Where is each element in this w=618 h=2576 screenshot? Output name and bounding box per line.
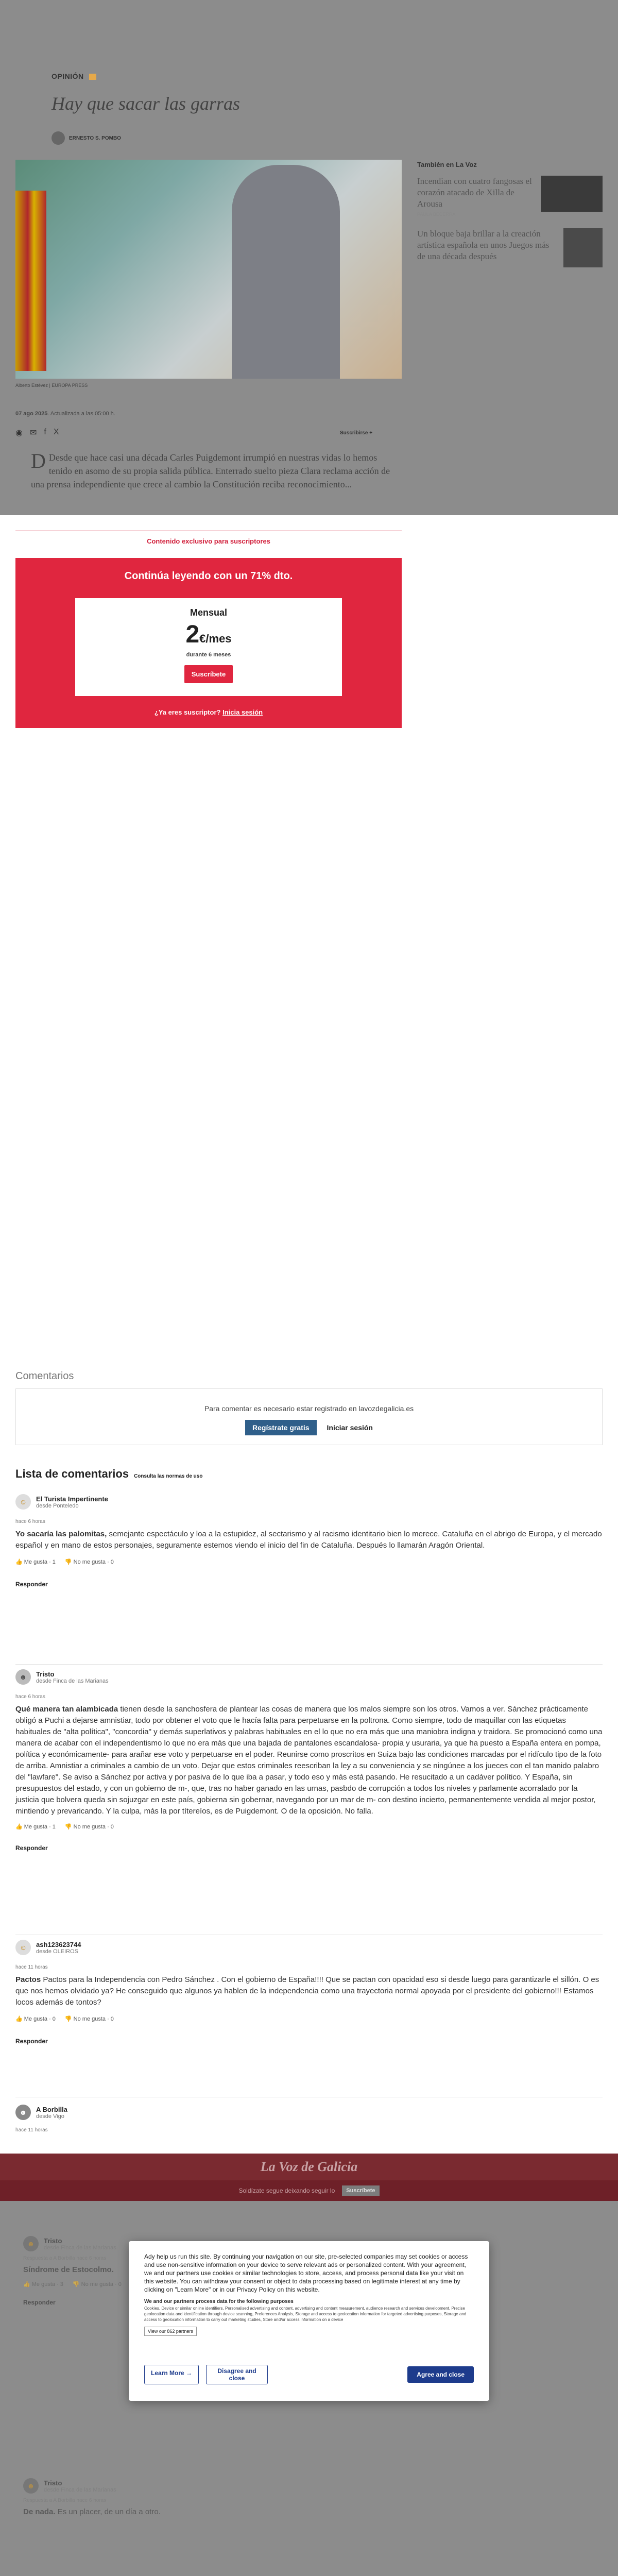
dislike-button[interactable]: 👎 No me gusta · 0	[72, 2281, 122, 2287]
login-prompt: ¿Ya eres suscriptor? Inicia sesión	[154, 708, 263, 716]
comment-time: hace 11 horas	[15, 1964, 48, 1970]
reply-button[interactable]: Responder	[23, 2299, 56, 2306]
comment-item	[23, 2236, 122, 2306]
like-button[interactable]: 👍 Me gusta · 1	[15, 1559, 56, 1565]
reply-button[interactable]: Responder	[15, 1581, 48, 1588]
comments-login-text: Para comentar es necesario estar registrado en lavozdegalicia.es	[204, 1404, 414, 1413]
comments-list-header	[15, 1467, 202, 1481]
comments-title: Comentarios	[15, 1370, 74, 1382]
mail-icon[interactable]: ✉	[29, 429, 37, 437]
user-avatar-icon: ☺	[15, 1494, 31, 1510]
paywall-header: Contenido exclusivo para suscriptores	[15, 531, 402, 545]
x-icon[interactable]: X	[53, 428, 59, 436]
comment-time: hace 11 horas	[15, 2127, 48, 2133]
comment-location: desde Finca de las Marianas	[36, 1677, 109, 1684]
person-silhouette	[232, 165, 340, 379]
article-lead: D Desde que hace casi una década Carles Puigdemont irrumpió en nuestras vidas lo hemos tenido en asomo de su propia salida pública. Enterrado suelto pieza Clara reclama acción de una prensa independiente que crece al cambio la Constitución reciba reconocimiento...	[31, 451, 390, 489]
article-date-suffix: . Actualizada a las 05:00 h.	[47, 411, 115, 417]
hero-photo	[15, 160, 402, 379]
login-button[interactable]: Iniciar sesión	[327, 1423, 373, 1432]
reply-button[interactable]: Responder	[15, 1844, 48, 1852]
user-avatar-icon: ☻	[23, 2236, 39, 2251]
sidebar-item-text[interactable]: Incendian con cuatro fangosas el corazón atacado de Xilla de Arousa	[417, 176, 532, 209]
comment-author[interactable]: ash123623744	[36, 1940, 81, 1948]
user-avatar-icon: ☻	[15, 1669, 31, 1685]
comment-location: desde OLEIROS	[36, 1948, 78, 1955]
agree-button[interactable]: Agree and close	[407, 2366, 474, 2383]
sidebar-thumbnail[interactable]	[541, 176, 603, 212]
comment-votes	[15, 1823, 603, 1830]
comment-time: hace 6 horas	[15, 1519, 45, 1524]
view-partners-button[interactable]: View our 862 partners	[144, 2327, 197, 2336]
sidebar-item-meta: PAULA BECERRA	[417, 212, 456, 217]
comment-votes	[15, 1558, 603, 1565]
paywall-title: Continúa leyendo con un 71% dto.	[124, 570, 293, 582]
comment-item	[23, 2478, 161, 2518]
subscribe-link[interactable]: Suscribirse +	[340, 430, 373, 436]
plan-card	[75, 598, 342, 696]
author-block	[52, 131, 121, 145]
article-date-line	[15, 411, 115, 417]
comment-author[interactable]: A Borbilla	[36, 2105, 67, 2113]
article-date: 07 ago 2025	[15, 411, 48, 417]
reply-button[interactable]: Responder	[15, 2038, 48, 2045]
learn-more-button[interactable]: Learn More →	[144, 2365, 199, 2384]
sidebar	[417, 161, 603, 267]
comment-author[interactable]: El Turista Impertinente	[36, 1495, 108, 1503]
comment-meta: Respuesta a A Borbilla hace 6 horas	[23, 2256, 107, 2261]
paywall-box	[15, 558, 402, 728]
comment-author[interactable]: Tristo	[44, 2479, 62, 2487]
section-tag-icon	[89, 74, 96, 80]
flag-decoration	[15, 191, 46, 371]
sidebar-title: También en La Voz	[417, 161, 477, 168]
share-bar	[15, 428, 59, 438]
consent-purposes-text: Cookies, Device or similar online identifiers, Personalised advertising and content, advertising and content measurement, audience research and services development, Precise geolocation data and identification through device scanning, Preferences Analysis, Storage and access to geolocation information for targeted advertising purposes, Storage and access to geolocation information to carry out marketing studies, Store and/or access information on a device	[144, 2306, 467, 2322]
article-headline: Hay que sacar las garras	[52, 93, 240, 114]
comment-votes	[23, 2281, 122, 2287]
comment-body: Yo sacaría las palomitas, semejante espectáculo y loa a la estupidez, al sectarismo y al racismo identitario bien lo merece. Cataluña en el abrigo de Europa, y el mercado español y en mano de estos personajes, seguramente estemos viendo el inicio del fin de Cataluña. Después lo llamarán Aragón Oriental.	[15, 1530, 602, 1550]
disagree-button[interactable]: Disagree and close	[206, 2365, 268, 2384]
comment-location: desde Ponteledo	[36, 1502, 79, 1509]
consent-purposes-title: We and our partners process data for the following purposes	[144, 2299, 294, 2304]
dislike-button[interactable]: 👎 No me gusta · 0	[64, 1824, 114, 1830]
comment-body: De nada. Es un placer, de un día a otro.	[23, 2507, 161, 2516]
site-header	[0, 2154, 618, 2180]
like-button[interactable]: 👍 Me gusta · 1	[15, 1824, 56, 1830]
comment-votes	[15, 2015, 603, 2022]
section-label[interactable]: OPINIÓN	[52, 72, 84, 80]
register-button[interactable]: Regístrate gratis	[245, 1420, 316, 1435]
comment-body: Pactos Pactos para la Independencia con Pedro Sánchez . Con el gobierno de España!!!! Que se pactan con opacidad eso si desde luego para garantizarle el sillón. O es que nos hemos olvidado ya? He conseguido que algunos ya hablen de la independencia como una trayectoria normal apoyada por el presidente del gobierno!!! Estamos locos además de tontos?	[15, 1975, 599, 2007]
author-name[interactable]: ERNESTO S. POMBO	[69, 135, 121, 141]
author-avatar	[52, 131, 65, 145]
banner-subscribe-button[interactable]: Suscríbete	[342, 2185, 379, 2196]
user-avatar-icon: ☻	[15, 2105, 31, 2120]
comment-author[interactable]: Tristo	[44, 2236, 62, 2245]
sidebar-thumbnail[interactable]	[563, 228, 603, 267]
dislike-button[interactable]: 👎 No me gusta · 0	[64, 2016, 114, 2022]
plan-duration: durante 6 meses	[186, 652, 231, 658]
like-button[interactable]: 👍 Me gusta · 3	[23, 2281, 63, 2287]
divider	[15, 1664, 603, 1665]
consent-actions	[144, 2365, 474, 2384]
comment-location: desde Finca de las Marianas	[44, 2244, 116, 2251]
user-avatar-icon: ☺	[15, 1940, 31, 1955]
comment-item	[15, 2105, 603, 2133]
dropcap: D	[31, 451, 46, 472]
site-logo[interactable]: La Voz de Galicia	[260, 2159, 358, 2174]
plan-name: Mensual	[190, 607, 228, 618]
sidebar-item[interactable]	[417, 228, 603, 267]
user-avatar-icon: ☻	[23, 2478, 39, 2494]
comment-author[interactable]: Tristo	[36, 1670, 55, 1678]
comment-location: desde Finca de las Marianas	[44, 2486, 116, 2493]
consent-text: Ady help us run this site. By continuing your navigation on our site, pre-selected companies may set cookies or access and use non-sensitive information on your device to serve relevant ads or personalized content. With your agreement, we and our partners use cookies or similar technologies to store, access, and process personal data like your visit on this website. You can withdraw your consent or object to data processing based on legitimate interest at any time by clicking on "Learn More" or in our Privacy Policy on this website.	[144, 2253, 468, 2293]
plus-icon: +	[369, 430, 373, 436]
photo-credit: Alberto Estévez | EUROPA PRESS	[15, 383, 88, 388]
comment-item	[15, 1669, 603, 1852]
comment-meta: Respuesta a A Borbilla hace 6 horas	[23, 2498, 107, 2503]
comments-list-title: Lista de comentarios	[15, 1467, 129, 1480]
login-link[interactable]: Inicia sesión	[222, 708, 263, 716]
facebook-icon[interactable]: f	[44, 428, 46, 436]
whatsapp-icon[interactable]: ◉	[15, 429, 23, 437]
like-button[interactable]: 👍 Me gusta · 0	[15, 2016, 56, 2022]
comments-login-box	[15, 1388, 603, 1445]
subscribe-button[interactable]: Suscríbete	[184, 665, 233, 683]
comment-body: Síndrome de Estocolmo.	[23, 2265, 114, 2274]
sidebar-item[interactable]	[417, 176, 603, 217]
comment-item	[15, 1494, 603, 1588]
sidebar-item-text[interactable]: Un bloque baja brillar a la creación artística española en unos Juegos más de una década después	[417, 229, 550, 261]
comment-item	[15, 1940, 603, 2045]
comments-norms-link[interactable]: Consulta las normas de uso	[134, 1473, 203, 1479]
subscribe-banner	[0, 2180, 618, 2201]
plan-price: 2€/mes	[185, 621, 232, 648]
consent-modal	[129, 2241, 489, 2401]
dislike-button[interactable]: 👎 No me gusta · 0	[64, 1559, 114, 1565]
comment-location: desde Vigo	[36, 2113, 64, 2120]
article-header	[52, 72, 237, 88]
banner-text: Soldízate segue deixando seguir lo	[238, 2187, 335, 2194]
comment-body: Qué manera tan alambicada tienen desde la sanchosfera de plantear las cosas de manera que los malos siempre son los otros. Vamos a ver. Sánchez prácticamente obligó a Puchi a dejarse amnistiar, todo por obtener el voto que le hacía falta para perpetuarse en la poltrona. Como siempre, todo de maquillar con las etiquetas habituales de "alta política", "concordia" y demás superlativos y palabras habituales en el lo que no era más que una maniobra indigna y traidora. Se promocionó como una manera de acabar con el independentismo lo que no era más que una bajada de pantalones escandalosa- propia y usuraria, ya que ha puesto a España entera en pompa, política y económicamente- para arañar ese voto y perpetuarse en el poder. Reunirse como proscritos en Suiza bajo las condiciones marcadas por el ridículo tipo de la foto de arriba. Amnistiar a criminales a cambio de un voto. Dejar que estos criminales reescriban la ley a su conveniencia y se ningúnee a los jueces con el tan manido palabro del "lawfare". Se aviso a Sánchez por activa y por pasiva de lo que iba a pasar, y todo eso y más está pasando. He resucitado a un cadáver político. Y España, sin presupuestos del estado, y con un gobierno de m-, que, tras no haber ganado en las urnas, pasbdo de corrupción a todos los niveles y parlamente acorralado por la justicia que bolvera queda sin sojuzgar en este país, gobierna sin gobernar, navegando por un mar de m- con destino incierto, permanentemente vendida al mejor postor, mintiendo y prevaricando. Y la culpa, más la por títereíos, es de Puigdemont. O de la oposición. No falla.	[15, 1705, 603, 1816]
comment-time: hace 6 horas	[15, 1694, 45, 1700]
